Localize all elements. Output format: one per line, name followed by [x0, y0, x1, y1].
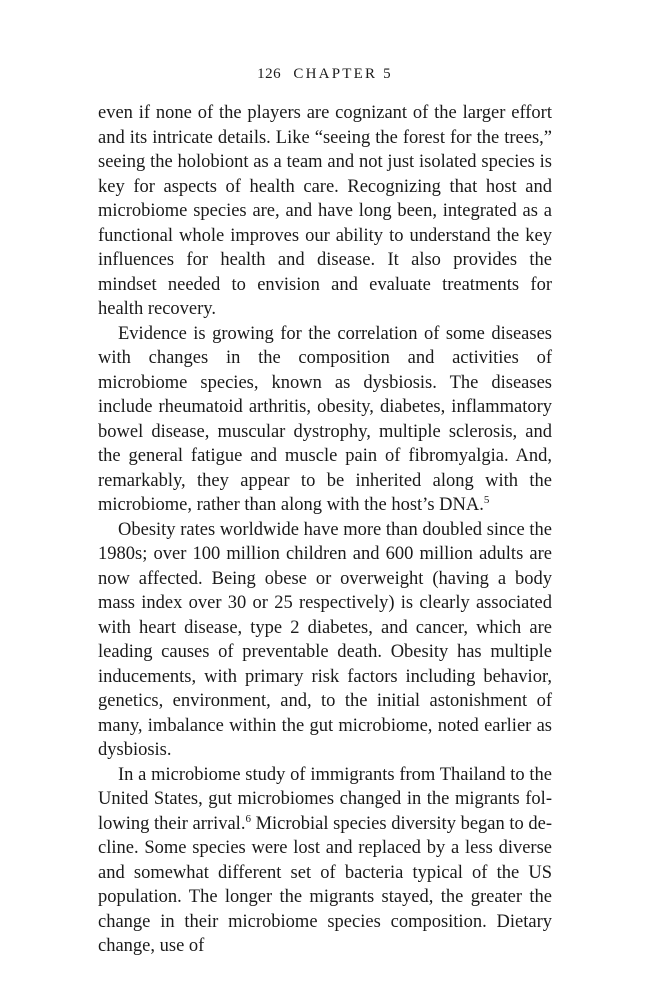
paragraph-text: In a microbiome study of immigrants from Thailand to the United States, gut microbiomes changed in the migrants following their arrival.	[98, 764, 552, 834]
paragraph-obesity	[98, 518, 552, 763]
page-number: 126	[257, 66, 282, 82]
paragraph-continuation	[98, 101, 552, 322]
paragraph-text: Obesity rates worldwide have more than doubled since the 1980s; over 100 million children and 600 million adults are now affected. Being obese or overweight (having a body mass index over 30 or 25 respectively) is clearly associated with heart disease, type 2 diabetes, and cancer, which are leading causes of preventable death. Obesity has multiple inducements, with primary risk factors including behavior, genetics, environment, and, to the initial astonishment of many, imbalance within the gut microbiome, noted earlier as dysbiosis.	[98, 519, 552, 760]
paragraph-text: even if none of the players are cognizant of the larger effort and its intricate details. Like “seeing the forest for the trees,” seeing the holobiont as a team and not just isolated species is key for aspects of health care. Recognizing that host and microbiome species are, and have long been, integrated as a functional whole improves our ability to understand the key influences for health and disease. It also provides the mindset needed to envision and evaluate treatments for health recovery.	[98, 103, 552, 319]
footnote-marker: 5	[483, 493, 490, 506]
paragraph-dysbiosis	[98, 322, 552, 518]
footnote-marker: 6	[245, 812, 251, 825]
chapter-label: CHAPTER 5	[293, 66, 393, 82]
body-text	[98, 101, 552, 959]
paragraph-text: Evidence is growing for the correlation of some diseases with changes in the composition and activities of microbiome species, known as dysbiosis. The diseases include rheumatoid arthritis, obesity, diabetes, inflammatory bowel disease, muscular dystrophy, multiple sclerosis, and the general fatigue and muscle pain of fibromyalgia. And, remarkably, they appear to be inherited along with the microbiome, rather than along with the host’s DNA.	[98, 323, 552, 515]
paragraph-immigrants	[98, 763, 552, 959]
paragraph-text: Microbial species diversity began to decline. Some species were lost and replaced by a less diverse and somewhat different set of bacteria typical of the US population. The longer the migrants stayed, the greater the change in their microbiome species composition. Dietary change, use of	[98, 813, 553, 956]
running-head	[0, 64, 650, 84]
